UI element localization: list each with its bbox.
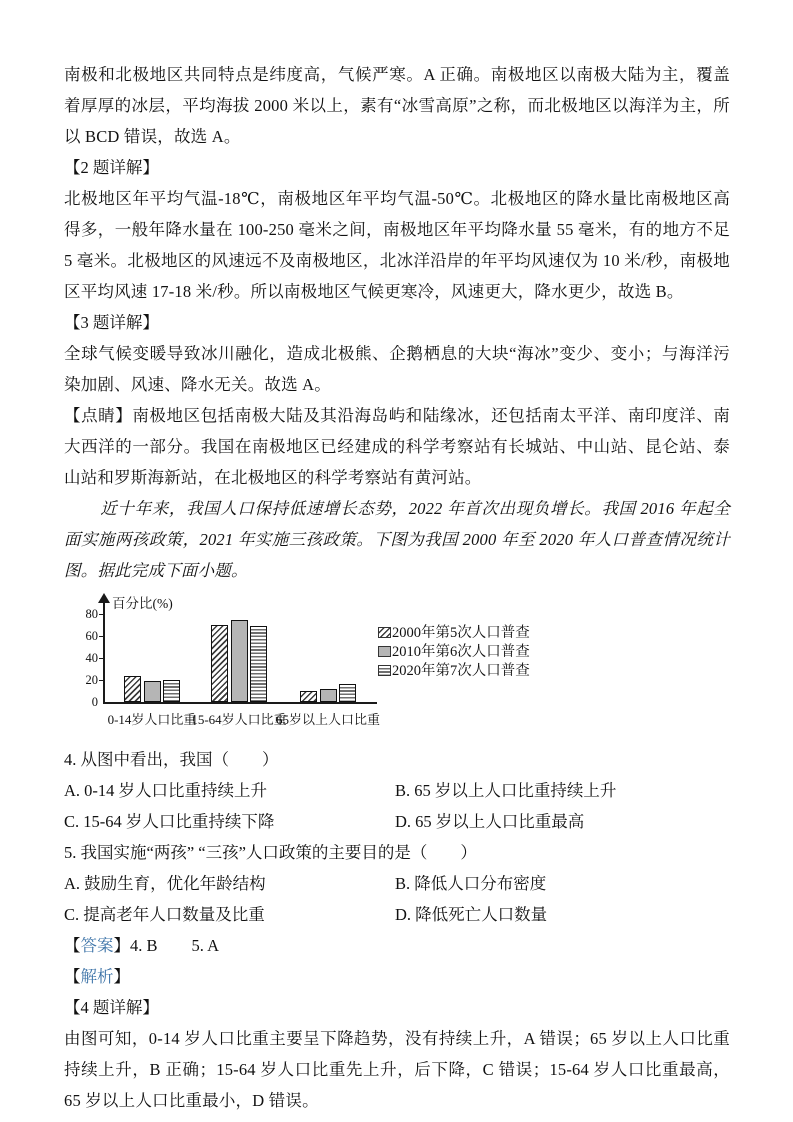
analysis-bracket-close: 】 (113, 967, 130, 986)
bar-series2-group1 (144, 681, 161, 702)
section-heading-q4-detail: 【4 题详解】 (64, 998, 159, 1017)
x-category-label-1: 0-14岁人口比重 (107, 712, 197, 727)
analysis-label: 解析 (80, 967, 114, 986)
bar-series2-group2 (231, 620, 248, 703)
chart-legend (378, 624, 530, 681)
answer-q4: 4. B (130, 936, 158, 955)
y-tick-label-80: 80 (85, 607, 98, 621)
y-axis-label: 百分比(%) (112, 596, 173, 611)
question-4-option-c: C. 15-64 岁人口比重持续下降 (64, 812, 275, 831)
legend-label-2000: 2000年第5次人口普查 (392, 625, 530, 641)
legend-row-2010 (378, 643, 530, 662)
legend-swatch-solid-gray-icon (378, 646, 391, 657)
y-tick-label-20: 20 (85, 673, 98, 687)
question-5-option-d: D. 降低死亡人口数量 (395, 905, 548, 924)
bar-series3-group2 (250, 626, 267, 702)
tip-paragraph-dianjing: 【点睛】南极地区包括南极大陆及其沿海岛屿和陆缘冰，还包括南太平洋、南印度洋、南大西洋的一部分。我国在南极地区已经建成的科学考察站有长城站、中山站、昆仑站、泰山站和罗斯海新站，在北极地区的科学考察站有黄河站。 (64, 406, 730, 487)
bar-series1-group1 (124, 676, 141, 702)
question-4-stem: 4. 从图中看出，我国（ ） (64, 750, 279, 769)
legend-swatch-horizontal-stripes-icon (378, 665, 391, 676)
legend-row-2000 (378, 624, 530, 643)
bar-series1-group3 (300, 691, 317, 702)
explanation-paragraph-q4: 由图可知，0-14 岁人口比重主要呈下降趋势，没有持续上升，A 错误；65 岁以上人口比重持续上升，B 正确；15-64 岁人口比重先上升，后下降，C 错误；15-64 岁人口比重最高，65 岁以上人口比重最小，D 错误。 (64, 1029, 730, 1110)
explanation-paragraph-q1: 南极和北极地区共同特点是纬度高，气候严寒。A 正确。南极地区以南极大陆为主，覆盖着厚厚的冰层，平均海拔 2000 米以上，素有“冰雪高原”之称，而北极地区以海洋为主，所以 BCD 错误，故选 A。 (64, 65, 730, 146)
section-heading-q2-detail: 【2 题详解】 (64, 158, 159, 177)
answer-label: 答案 (80, 936, 114, 955)
x-axis-line (103, 702, 377, 704)
population-census-bar-chart (64, 596, 730, 730)
question-4-options-row-1 (64, 775, 730, 806)
y-tick-label-0: 0 (91, 695, 98, 709)
explanation-paragraph-q2: 北极地区年平均气温-18℃，南极地区年平均气温-50℃。北极地区的降水量比南极地区高得多，一般年降水量在 100-250 毫米之间，南极地区年平均降水量 55 毫米，有的地方不足 5 毫米。北极地区的风速远不及南极地区，北冰洋沿岸的年平均风速仅为 10 米/秒，南极地区平均风速 17-18 米/秒。所以南极地区气候更寒冷，风速更大，降水更少，故选 B。 (64, 189, 730, 301)
question-5-option-b: B. 降低人口分布密度 (395, 874, 547, 893)
answer-line (64, 930, 730, 961)
question-5-option-a: A. 鼓励生育，优化年龄结构 (64, 874, 266, 893)
analysis-line (64, 961, 730, 992)
bar-series2-group3 (320, 689, 337, 702)
legend-label-2010: 2010年第6次人口普查 (392, 644, 530, 660)
bar-series3-group3 (339, 684, 356, 702)
explanation-paragraph-q3: 全球气候变暖导致冰川融化，造成北极熊、企鹅栖息的大块“海冰”变少、变小；与海洋污染加剧、风速、降水无关。故选 A。 (64, 344, 730, 394)
x-category-label-3: 65岁以上人口比重 (275, 712, 380, 727)
y-tick-mark (99, 658, 103, 659)
answer-bracket-open: 【 (64, 936, 81, 955)
question-stem-paragraph: 近十年来，我国人口保持低速增长态势，2022 年首次出现负增长。我国 2016 年起全面实施两孩政策，2021 年实施三孩政策。下图为我国 2000 年至 2020 年人口普查情况统计图。据此完成下面小题。 (64, 499, 730, 580)
question-5-stem: 5. 我国实施“两孩” “三孩”人口政策的主要目的是（ ） (64, 843, 477, 862)
y-tick-label-60: 60 (85, 629, 98, 643)
legend-label-2020: 2020年第7次人口普查 (392, 663, 530, 679)
section-heading-q3-detail: 【3 题详解】 (64, 313, 159, 332)
analysis-bracket-open: 【 (64, 967, 81, 986)
question-4-option-d: D. 65 岁以上人口比重最高 (395, 812, 585, 831)
answer-q5: 5. A (191, 936, 220, 955)
answer-bracket-close: 】 (113, 936, 130, 955)
question-5-options-row-1 (64, 868, 730, 899)
question-5-option-c: C. 提高老年人口数量及比重 (64, 905, 265, 924)
bar-series3-group1 (163, 680, 180, 702)
question-4-option-b: B. 65 岁以上人口比重持续上升 (395, 781, 617, 800)
x-category-label-2: 15-64岁人口比重 (191, 712, 287, 727)
question-4-options-row-2 (64, 806, 730, 837)
y-tick-mark (99, 680, 103, 681)
legend-swatch-diagonal-hatch-icon (378, 627, 391, 638)
y-tick-mark (99, 614, 103, 615)
y-axis-line (103, 602, 105, 703)
questions-section (64, 744, 730, 1116)
question-5-options-row-2 (64, 899, 730, 930)
bar-series1-group2 (211, 625, 228, 702)
y-tick-mark (99, 636, 103, 637)
question-4-option-a: A. 0-14 岁人口比重持续上升 (64, 781, 268, 800)
y-tick-label-40: 40 (85, 651, 98, 665)
legend-row-2020 (378, 662, 530, 681)
